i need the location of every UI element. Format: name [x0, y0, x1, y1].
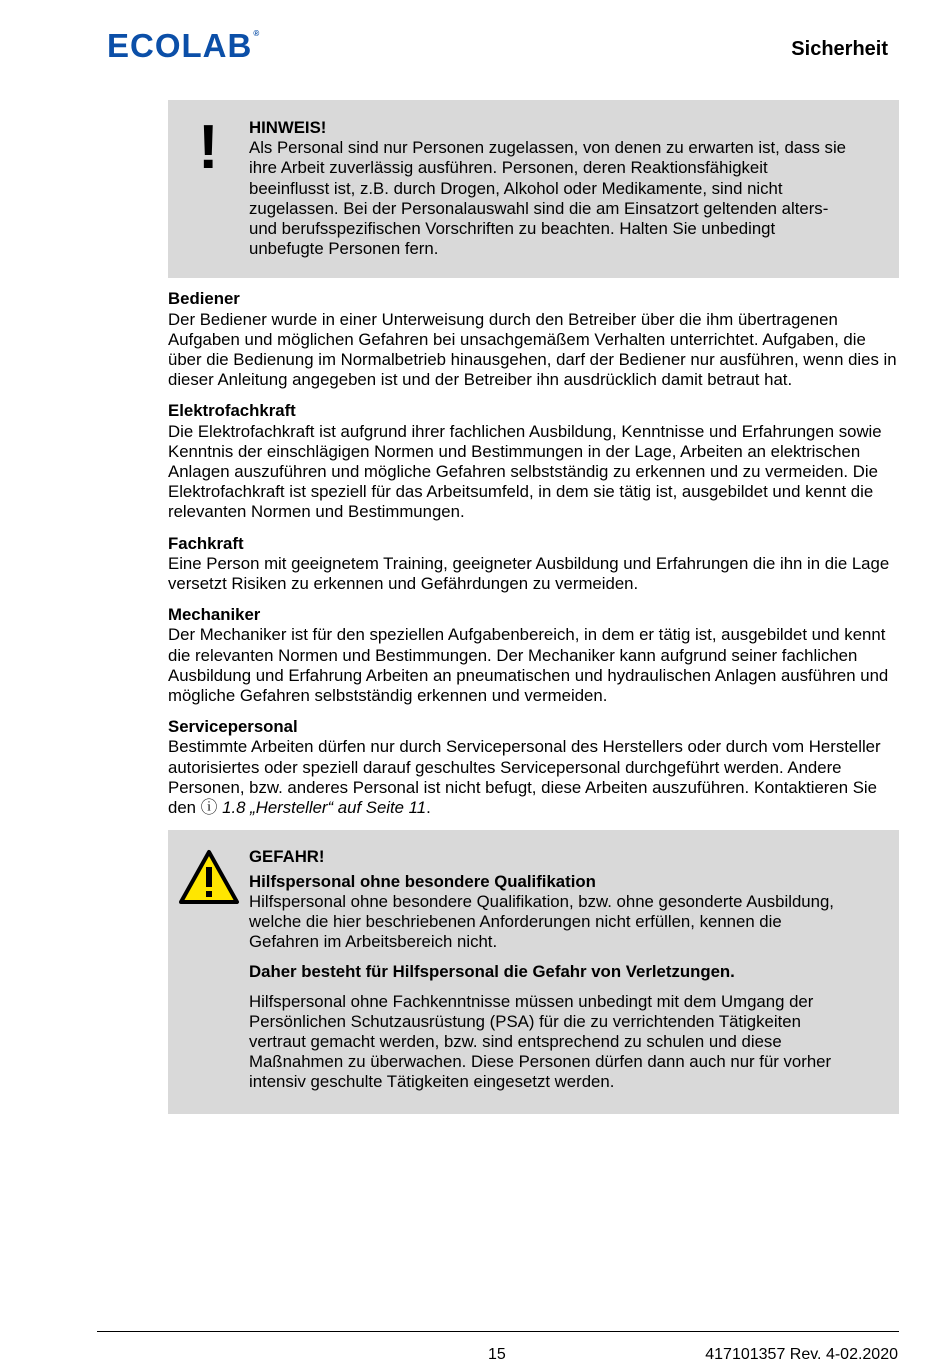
section-fachkraft: [168, 534, 899, 595]
section-heading: Fachkraft: [168, 533, 244, 553]
reference-arrow-icon: ⓘ: [200, 798, 218, 818]
section-mechaniker: [168, 605, 899, 706]
section-title: Sicherheit: [791, 38, 888, 60]
section-text-end: .: [426, 798, 431, 818]
section-heading: Bediener: [168, 289, 240, 309]
section-servicepersonal: [168, 717, 899, 818]
danger-strong-text: Daher besteht für Hilfspersonal die Gefahr von Verletzungen.: [249, 962, 735, 982]
warning-triangle-icon: [178, 849, 240, 905]
footer-divider: [97, 1331, 899, 1332]
danger-title: GEFAHR!: [249, 847, 325, 867]
page-number: 15: [488, 1346, 506, 1363]
section-text: Die Elektrofachkraft ist aufgrund ihrer fachlichen Ausbildung, Kenntnisse und Erfahrungen sowie Kenntnis der einschlägigen Normen und Bestimmungen in der Lage, Arbeiten an elektrischen Anlagen auszuführen und mögliche Gefahren selbstständig zu erkennen und zu vermeiden. Die Elektrofachkraft ist speziell für das Arbeitsumfeld, in dem sie tätig ist, ausgebildet und kennt die relevanten Normen und Bestimmungen.: [168, 421, 882, 522]
section-bediener: [168, 289, 899, 390]
notice-text: Als Personal sind nur Personen zugelassen, von denen zu erwarten ist, dass sie ihre Arbeit zuverlässig ausführen. Personen, deren Reaktionsfähigkeit beeinflusst ist, z.B. durch Drogen, Alkohol oder Medikamente, sind nicht zugelassen. Bei der Personalauswahl sind die am Einsatzort geltenden alters- und berufsspezifischen Vorschriften zu beachten. Halten Sie unbedingt unbefugte Personen fern.: [249, 138, 847, 259]
logo-registered-mark: ®: [253, 29, 261, 38]
section-elektrofachkraft: [168, 401, 899, 522]
danger-text-2: Hilfspersonal ohne Fachkenntnisse müssen unbedingt mit dem Umgang der Persönlichen Schutzausrüstung (PSA) für die zu verrichtenden Tätigkeiten vertraut gemacht werden, bzw. sind entsprechend zu schulen und diese Maßnahmen zu überwachen. Diese Personen dürfen dann auch nur für vorher intensiv geschulte Tätigkeiten eingesetzt werden.: [249, 991, 832, 1092]
manufacturer-reference-link[interactable]: [201, 798, 426, 817]
section-heading: Mechaniker: [168, 605, 261, 625]
danger-text: Hilfspersonal ohne besondere Qualifikation, bzw. ohne gesonderte Ausbildung, welche die hier beschriebenen Anforderungen nicht erfüllen, kennen die Gefahren im Arbeitsbereich nicht.: [249, 891, 834, 952]
section-text-main: Bestimmte Arbeiten dürfen nur durch Servicepersonal des Herstellers oder durch vom Hersteller autorisiertes oder speziell darauf geschultes Servicepersonal durchgeführt werden. Andere Personen, bzw. anderes Personal ist nicht befugt, diese Arbeiten auszuführen. Kontaktieren Sie den: [168, 737, 881, 818]
logo-text: ECOLAB: [107, 27, 253, 64]
reference-text: 1.8 „Hersteller“ auf Seite 11: [222, 798, 427, 818]
danger-subtitle: Hilfspersonal ohne besondere Qualifikation: [249, 871, 596, 891]
notice-title: HINWEIS!: [249, 118, 327, 137]
section-heading: Servicepersonal: [168, 717, 298, 737]
ecolab-logo: [107, 29, 260, 62]
section-text: [168, 737, 899, 818]
section-text: Der Mechaniker ist für den speziellen Aufgabenbereich, in dem er tätig ist, ausgebildet und kennt die relevanten Normen und Bestimmungen. Der Mechaniker kann aufgrund seiner fachlichen Ausbildung und Erfahrung Arbeiten an pneumatischen und hydraulischen Anlagen ausführen und mögliche Gefahren selbstständig erkennen und vermeiden.: [168, 625, 889, 706]
notice-box: [168, 100, 899, 278]
danger-box: [168, 830, 899, 1113]
exclamation-icon: !: [198, 113, 219, 182]
section-text: Eine Person mit geeignetem Training, geeigneter Ausbildung und Erfahrungen die ihn in die Lage versetzt Risiken zu erkennen und Gefährdungen zu vermeiden.: [168, 553, 890, 594]
section-text: Der Bediener wurde in einer Unterweisung durch den Betreiber über die ihm übertragenen Aufgaben und möglichen Gefahren bei unsachgemäßem Verhalten unterrichtet. Aufgaben, die über die Bedienung im Normalbetrieb hinausgehen, darf der Bediener nur ausführen, wenn dies in dieser Anleitung angegeben ist und der Betreiber ihn ausdrücklich damit betraut hat.: [168, 309, 897, 390]
section-heading: Elektrofachkraft: [168, 401, 296, 421]
page-content: [168, 100, 899, 1114]
document-revision: 417101357 Rev. 4-02.2020: [705, 1346, 898, 1363]
